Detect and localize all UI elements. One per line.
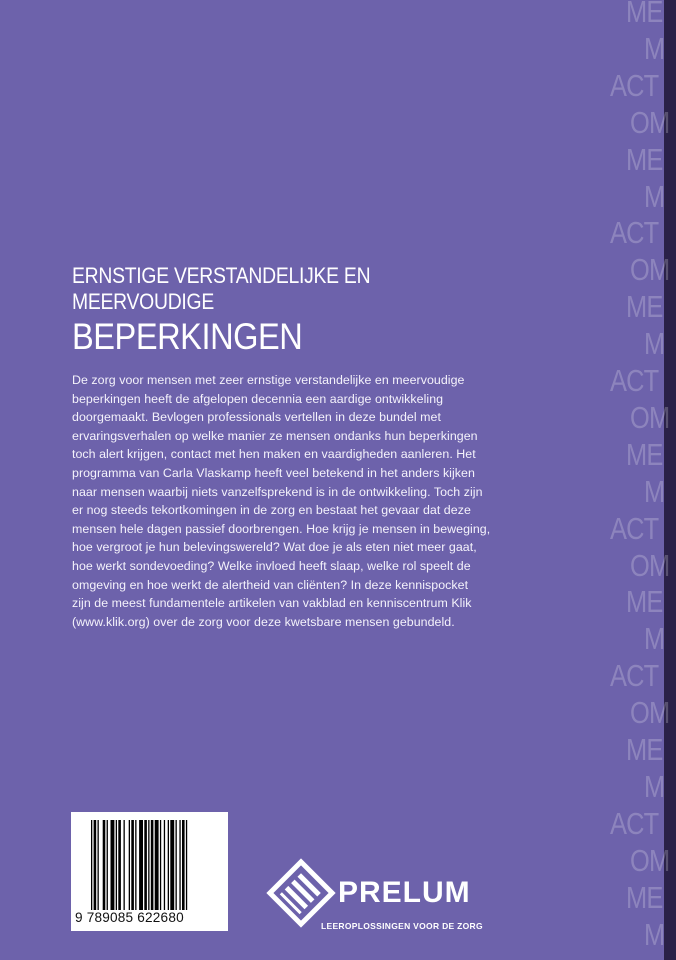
side-word: M [644, 473, 665, 509]
side-word: OM [630, 547, 670, 583]
publisher-name: PRELUM [338, 876, 471, 909]
side-word: M [644, 768, 665, 804]
blurb-line: (www.klik.org) over de zorg voor deze kwetsbare mensen gebundeld. [72, 614, 455, 629]
blurb-text [72, 371, 562, 631]
barcode-bar [118, 820, 121, 910]
blurb-line: mensen hele dagen passief doorbrengen. Hoe krijg je mensen in beweging, [72, 521, 491, 536]
blurb-line: er nog steeds tekortkomingen in de zorg en bestaat het gevaar dat deze [72, 503, 471, 518]
side-word: ACT [610, 363, 659, 398]
barcode-bar [160, 820, 161, 910]
barcode-bar [164, 820, 165, 910]
barcode-bar [111, 820, 115, 910]
side-word: ME [626, 141, 663, 177]
side-word: M [644, 326, 665, 362]
barcode-bar [155, 820, 159, 910]
barcode-bar [168, 820, 169, 910]
barcode-bar [182, 820, 185, 910]
side-word: OM [630, 252, 670, 288]
barcode-bar [186, 820, 187, 910]
side-word: ACT [610, 658, 659, 694]
blurb-line: doorgemaakt. Bevlogen professionals vertellen in deze bundel met [72, 410, 441, 425]
side-word-column [596, 0, 670, 960]
title-subheading [72, 263, 424, 315]
barcode [71, 812, 228, 931]
side-word: M [644, 621, 665, 657]
barcode-bar [98, 820, 99, 910]
title-line-1: ERNSTIGE VERSTANDELIJKE EN [72, 263, 371, 288]
side-word: ACT [610, 805, 659, 841]
blurb-line: zijn de meest fundamentele artikelen van vakblad en kenniscentrum Klik [72, 596, 472, 611]
blurb-line: programma van Carla Vlaskamp heeft veel betekend in het anders kijken [72, 465, 475, 480]
barcode-bar [107, 820, 108, 910]
barcode-bar [139, 820, 143, 910]
blurb-line: toch alert krijgen, contact met hen maken en vaardigheden aanleren. Het [72, 447, 476, 462]
side-word: ME [626, 436, 663, 472]
title-main: BEPERKINGEN [72, 316, 303, 357]
blurb-line: naar mensen waarbij niets vanzelfsprekend is in de ontwikkeling. Toch zijn [72, 484, 483, 499]
side-word: ME [626, 584, 663, 620]
barcode-bar [129, 820, 130, 910]
blurb-line: hoe vergroot je hun belevingswereld? Wat doe je als eten niet meer gaat, [72, 540, 477, 555]
side-word: M [644, 916, 665, 952]
barcode-bar [131, 820, 134, 910]
blurb-line: ervaringsverhalen op welke manier ze mensen ondanks hun beperkingen [72, 428, 478, 443]
side-word: ME [626, 0, 663, 29]
side-word: OM [630, 695, 670, 731]
blurb-line: beperkingen heeft de afgelopen decennia een aardige ontwikkeling [72, 391, 444, 406]
publisher-tagline: LEEROPLOSSINGEN VOOR DE ZORG [321, 921, 483, 931]
barcode-bar [179, 820, 180, 910]
side-word: M [644, 178, 665, 214]
blurb-line: De zorg voor mensen met zeer ernstige verstandelijke en meervoudige [72, 373, 465, 387]
barcode-bar [124, 820, 125, 910]
side-word: ACT [610, 510, 659, 546]
barcode-bar [91, 820, 92, 910]
barcode-bar [170, 820, 174, 910]
barcode-bar [151, 820, 154, 910]
barcode-bar [176, 820, 177, 910]
barcode-bar [144, 820, 147, 910]
barcode-bar [135, 820, 136, 910]
side-word: ACT [610, 215, 659, 251]
side-word: ME [626, 289, 663, 325]
prelum-logo-icon [266, 858, 336, 928]
spine-strip [664, 0, 676, 960]
side-word: ACT [610, 67, 659, 103]
isbn-number: 9 789085 622680 [75, 910, 184, 925]
barcode-bar [94, 820, 97, 910]
side-word: OM [630, 104, 670, 140]
barcode-bars-icon [91, 820, 221, 910]
barcode-bar [116, 820, 117, 910]
side-word: OM [630, 399, 670, 435]
barcode-bar [148, 820, 149, 910]
blurb-line: hoe werkt sondevoeding? Welke invloed heeft slaap, welke rol speelt de [72, 558, 471, 573]
barcode-bar [103, 820, 106, 910]
blurb-line: omgeving en hoe werkt de alertheid van cliënten? In deze kennispocket [72, 577, 469, 592]
title-line-2: MEERVOUDIGE [72, 289, 214, 314]
side-word: ME [626, 879, 663, 915]
side-word: OM [630, 842, 670, 878]
side-word: ME [626, 732, 663, 767]
side-word: M [644, 30, 665, 66]
